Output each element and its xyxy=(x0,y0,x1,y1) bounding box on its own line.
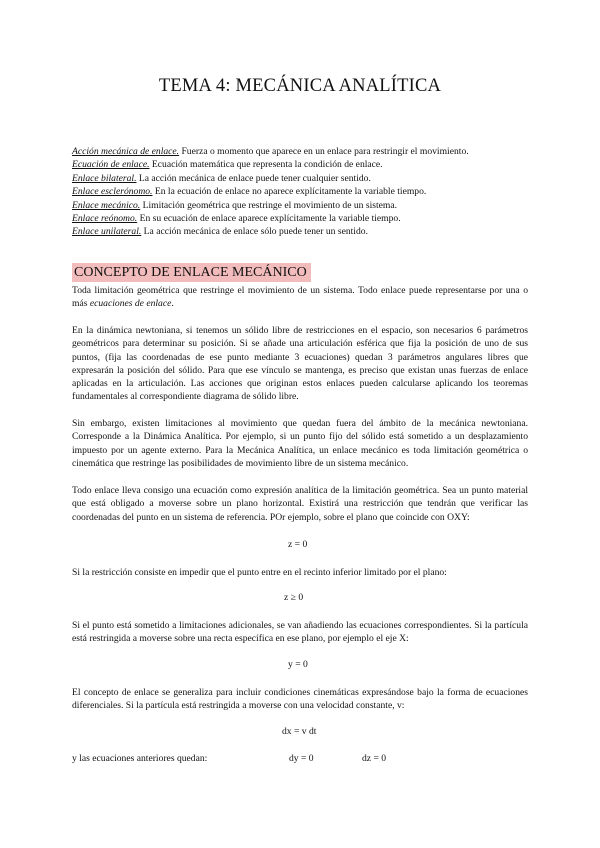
definition-term: Acción mecánica de enlace. xyxy=(72,146,180,157)
paragraph: El concepto de enlace se generaliza para incluir condiciones cinemáticas expresándose bajo la forma de ecuaciones diferenciales. Si la partícula está restringida a moverse con una velocidad constante, v: xyxy=(72,687,528,712)
paragraph-text: Toda limitación geométrica que restringe el movimiento de un sistema. Todo enlace puede representarse por una o más xyxy=(72,285,528,310)
definition-text: Fuerza o momento que aparece en un enlace para restringir el movimiento. xyxy=(179,146,469,157)
paragraph-end: . xyxy=(171,298,174,310)
definition-item xyxy=(72,158,542,171)
definition-text: En la ecuación de enlace no aparece explícitamente la variable tiempo. xyxy=(152,186,427,198)
definition-item xyxy=(72,145,542,158)
definitions-list xyxy=(72,145,542,239)
equation: dx = v dt xyxy=(282,726,317,737)
definition-text: La acción mecánica de enlace sólo puede tener un sentido. xyxy=(141,226,368,238)
definition-item xyxy=(72,225,542,238)
section-heading: CONCEPTO DE ENLACE MECÁNICO xyxy=(72,263,311,282)
paragraph: Todo enlace lleva consigo una ecuación como expresión analítica de la limitación geométrica. Sea un punto material que está obligado a moverse sobre un plano horizontal. Existirá una restricción que tendrán que verificar las coordenadas del punto en un sistema de referencia. POr ejemplo, sobre el plano que coincide con OXY: xyxy=(72,485,528,523)
definition-term: Enlace reónomo. xyxy=(72,213,138,225)
page-title: TEMA 4: MECÁNICA ANALÍTICA xyxy=(158,76,442,96)
definition-text: Limitación geométrica que restringe el movimiento de un sistema. xyxy=(140,199,398,211)
paragraph: Si el punto está sometido a limitaciones adicionales, se van añadiendo las ecuaciones correspondientes. Si la partícula está restringida a moverse sobre una recta específica en ese plano, por ejemplo el eje X: xyxy=(72,620,528,645)
paragraph: Sin embargo, existen limitaciones al movimiento que quedan fuera del ámbito de la mecánica newtoniana. Corresponde a la Dinámica Analítica. Por ejemplo, si un punto fijo del sólido está sometido a un desplazamiento impuesto por un agente externo. Para la Mecánica Analítica, un enlace mecánico es toda limitación geométrica o cinemática que restringe las posibilidades de movimiento libre de un sistema mecánico. xyxy=(72,418,528,469)
paragraph xyxy=(72,284,528,311)
definition-item xyxy=(72,199,542,212)
equation: dz = 0 xyxy=(362,753,387,764)
emphasis-text: ecuaciones de enlace xyxy=(89,298,172,310)
definition-term: Enlace unilateral. xyxy=(72,226,142,238)
paragraph: En la dinámica newtoniana, si tenemos un sólido libre de restricciones en el espacio, son necesarios 6 parámetros geométricos para determinar su posición. Si se añade una articulación esférica que fija la posición de uno de sus puntos, (fija las coordenadas de ese punto mediante 3 ecuaciones) quedan 3 parámetros angulares libres que expresarán la posición del sólido. Para que ese vínculo se mantenga, es preciso que existan unas fuerzas de enlace aplicadas en la articulación. Las acciones que originan estos enlaces pueden calcularse aplicando los teoremas fundamentales al correspondiente diagrama de sólido libre. xyxy=(72,325,528,403)
equation: y = 0 xyxy=(288,659,308,670)
equation: dy = 0 xyxy=(289,753,314,764)
definition-text: Ecuación matemática que representa la condición de enlace. xyxy=(149,159,383,171)
equation: z = 0 xyxy=(288,539,308,550)
definition-text: En su ecuación de enlace aparece explícitamente la variable tiempo. xyxy=(137,213,401,225)
paragraph: Si la restricción consiste en impedir que el punto entre en el recinto inferior limitado por el plano: xyxy=(72,567,447,578)
definition-item xyxy=(72,212,542,225)
equation: z ≥ 0 xyxy=(284,592,304,603)
definition-item xyxy=(72,172,542,185)
definition-term: Enlace mecánico. xyxy=(72,199,141,211)
definition-item xyxy=(72,185,542,198)
definition-term: Enlace bilateral. xyxy=(72,172,137,184)
paragraph: y las ecuaciones anteriores quedan: xyxy=(72,753,208,764)
definition-term: Enlace esclerónomo. xyxy=(72,186,153,198)
definition-text: La acción mecánica de enlace puede tener cualquier sentido. xyxy=(136,172,371,184)
definition-term: Ecuación de enlace. xyxy=(72,159,150,171)
